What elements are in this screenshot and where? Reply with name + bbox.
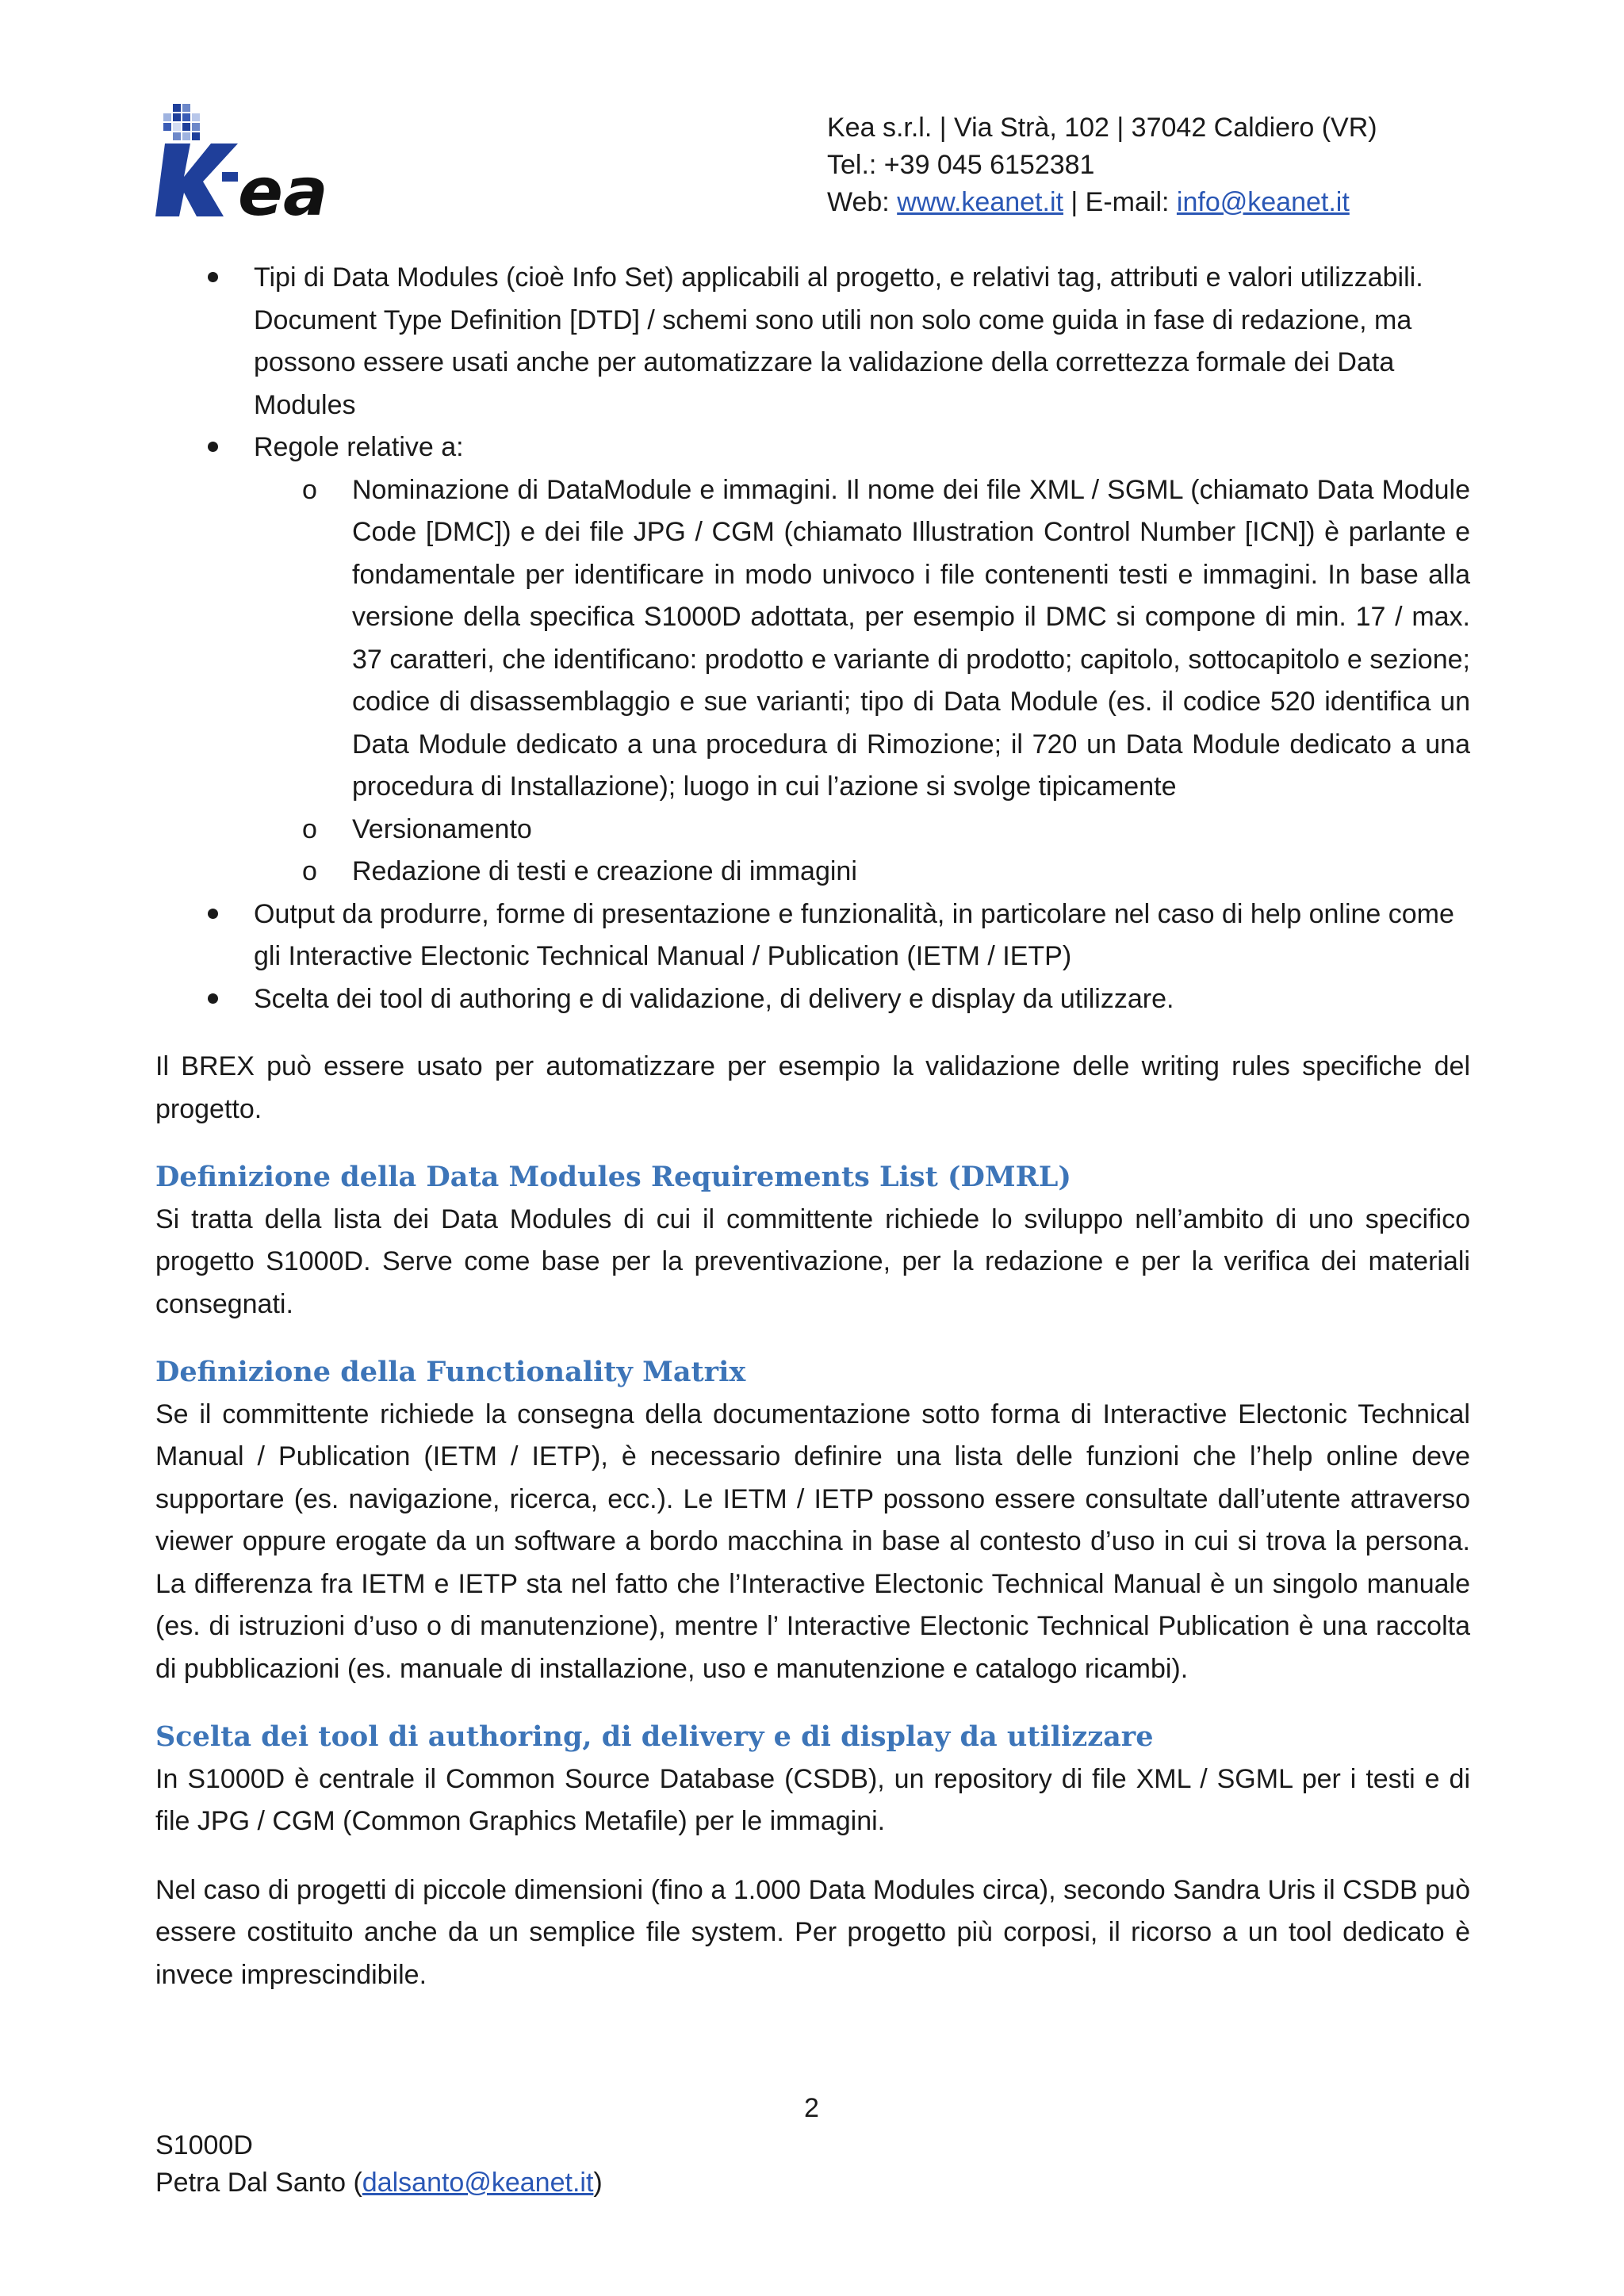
section-heading-dmrl: Definizione della Data Modules Requirements List (DMRL) — [155, 1161, 1071, 1193]
header-address: Kea s.r.l. | Via Strà, 102 | 37042 Caldiero (VR) — [827, 113, 1377, 143]
email-link[interactable]: info@keanet.it — [1176, 187, 1350, 217]
logo-dash — [222, 172, 238, 182]
header-web-label: Web: — [827, 187, 898, 217]
main-content — [155, 257, 1470, 1996]
footer-author-suffix: ) — [593, 2168, 603, 2198]
sub-bullet-marker: o — [302, 474, 317, 505]
bullet-icon — [208, 993, 218, 1004]
header-email-sep: | E-mail: — [1063, 187, 1177, 217]
header-web-line — [827, 184, 1377, 221]
sub-list-item-text: Redazione di testi e creazione di immagini — [352, 856, 857, 886]
sub-list-item — [254, 469, 1470, 809]
sub-bullet-marker: o — [302, 856, 317, 886]
small-projects-paragraph: Nel caso di progetti di piccole dimensioni (fino a 1.000 Data Modules circa), secondo Sandra Uris il CSDB può essere costituito anche da un semplice file system. Per progetto più corposi, il ricorso a un tool dedicato è invece imprescindibile. — [155, 1874, 1470, 1990]
sub-bullet-marker: o — [302, 813, 317, 844]
header-phone: Tel.: +39 045 6152381 — [827, 150, 1095, 180]
bullet-list — [155, 257, 1470, 1020]
dmrl-paragraph: Si tratta della lista dei Data Modules di cui il committente richiede lo sviluppo nell’ambito di uno specifico progetto S1000D. Serve come base per la preventivazione, per la redazione e per la verifica dei materiali consegnati. — [155, 1203, 1470, 1319]
sub-list-item — [254, 851, 1470, 894]
page-number: 2 — [804, 2093, 819, 2123]
brex-paragraph: Il BREX può essere usato per automatizzare per esempio la validazione delle writing rules specifiche del progetto. — [155, 1051, 1470, 1124]
footer-author-prefix: Petra Dal Santo ( — [155, 2168, 362, 2198]
header-contact — [827, 109, 1377, 221]
bullet-icon — [208, 272, 218, 282]
list-item-text: Regole relative a: — [254, 432, 464, 462]
sub-list-item — [254, 809, 1470, 851]
website-link[interactable]: www.keanet.it — [897, 187, 1063, 217]
bullet-icon — [208, 909, 218, 919]
sub-bullet-list — [254, 469, 1470, 894]
logo-pixel-mosaic — [163, 104, 200, 140]
list-item — [155, 427, 1470, 894]
footer-author-line — [155, 2164, 603, 2202]
logo-letters-ea: ea — [238, 153, 328, 218]
kea-logo — [155, 99, 346, 218]
author-email-link[interactable]: dalsanto@keanet.it — [362, 2168, 594, 2198]
list-item — [155, 894, 1470, 978]
sub-list-item-text: Nominazione di DataModule e immagini. Il nome dei file XML / SGML (chiamato Data Module Code [DMC]) e dei file JPG / CGM (chiamato Illustration Control Number [ICN]) è parlante e fondamentale per identificare in modo univoco i file contenenti testi e immagini. In base alla versione della specifica S1000D adottata, per esempio il DMC si compone di min. 17 / max. 37 caratteri, che identificano: prodotto e variante di prodotto; capitolo, sottocapitolo e sezione; codice di disassemblaggio e sue varianti; tipo di Data Module (es. il codice 520 identifica un Data Module dedicato a una procedura di Rimozione; il 720 un Data Module dedicato a una procedura di Installazione); luogo in cui l’azione si svolge tipicamente — [352, 474, 1470, 802]
bullet-icon — [208, 442, 218, 452]
footer — [155, 2127, 603, 2202]
list-item-text: Output da produrre, forme di presentazione e funzionalità, in particolare nel caso di help online come gli Interactive Electonic Technical Manual / Publication (IETM / IETP) — [254, 898, 1454, 971]
footer-doc-title: S1000D — [155, 2130, 253, 2160]
functionality-matrix-paragraph: Se il committente richiede la consegna della documentazione sotto forma di Interactive Electonic Technical Manual / Publication (IETM / IETP), è necessario definire una lista delle funzioni che l’help online deve supportare (es. navigazione, ricerca, ecc.). Le IETM / IETP possono essere consultate dall’utente attraverso viewer oppure erogate da un software a bordo macchina in base al contesto d’uso in cui si trova la persona. La differenza fra IETM e IETP sta nel fatto che l’Interactive Electonic Technical Manual è un singolo manuale (es. di istruzioni d’uso o di manutenzione), mentre l’ Interactive Electonic Technical Publication è una raccolta di pubblicazioni (es. manuale di installazione, uso e manutenzione e catalogo ricambi). — [155, 1399, 1470, 1684]
list-item-text: Tipi di Data Modules (cioè Info Set) applicabili al progetto, e relativi tag, attributi e valori utilizzabili. Document Type Definition [DTD] / schemi sono utili non solo come guida in fase di redazione, ma possono essere usati anche per automatizzare la validazione della correttezza formale dei Data Modules — [254, 262, 1423, 420]
section-heading-tool-choice: Scelta dei tool di authoring, di delivery e di display da utilizzare — [155, 1720, 1154, 1753]
list-item — [155, 257, 1470, 427]
csdb-paragraph: In S1000D è centrale il Common Source Database (CSDB), un repository di file XML / SGML per i testi e di file JPG / CGM (Common Graphics Metafile) per le immagini. — [155, 1763, 1470, 1836]
list-item-text: Scelta dei tool di authoring e di validazione, di delivery e display da utilizzare. — [254, 983, 1174, 1014]
section-heading-functionality-matrix: Definizione della Functionality Matrix — [155, 1356, 746, 1388]
list-item — [155, 978, 1470, 1021]
sub-list-item-text: Versionamento — [352, 813, 532, 844]
